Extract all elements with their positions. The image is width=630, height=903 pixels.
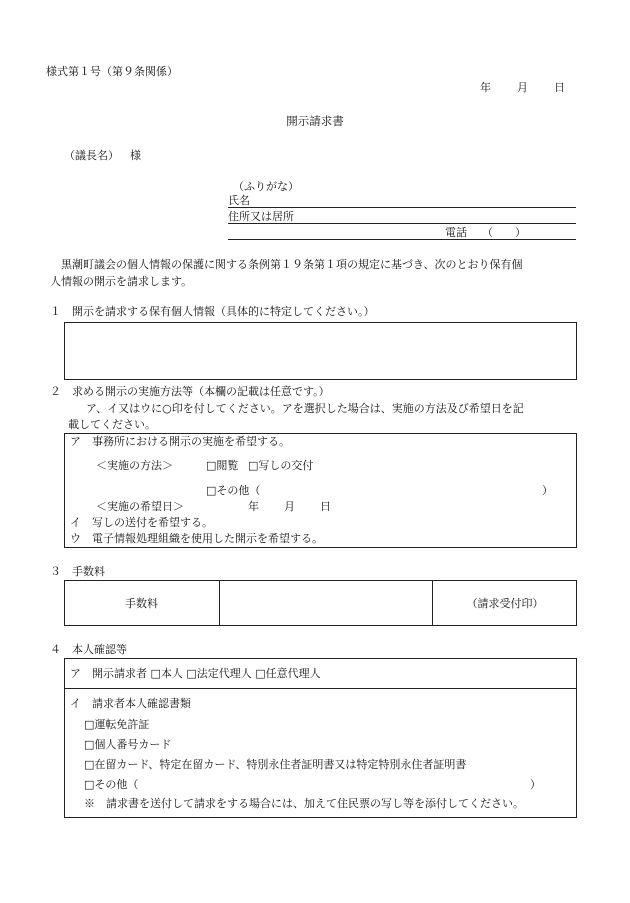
- document-title: 開示請求書: [286, 114, 344, 128]
- date-day-label: 日: [554, 81, 565, 94]
- section2-note-line-1: ア、イ又はウに○印を付してください。アを選択した場合は、実施の方法及び希望日を記: [86, 402, 524, 415]
- section4-heading: ４ 本人確認等: [50, 643, 127, 656]
- id-doc-my-number-card[interactable]: □個人番号カード: [84, 738, 172, 751]
- method-other-checkbox[interactable]: □その他（: [206, 484, 261, 497]
- option-u-electronic[interactable]: ウ 電子情報処理組織を使用した開示を希望する。: [70, 532, 323, 545]
- address-underline: [228, 223, 576, 224]
- method-other-close: ）: [542, 484, 553, 497]
- intro-line-1: 黒潮町議会の個人情報の保護に関する条例第１９条第１項の規定に基づき、次のとおり保有個: [50, 258, 523, 271]
- date-month-label: 月: [517, 81, 528, 94]
- option-a-office[interactable]: ア 事務所における開示の実施を希望する。: [70, 435, 290, 448]
- mail-request-note: ※ 請求書を送付して請求をする場合には、加えて住民票の写し等を添付してください。: [84, 797, 524, 810]
- requested-info-box[interactable]: [64, 322, 577, 380]
- address-label: 住所又は居所: [228, 210, 294, 223]
- method-label: ＜実施の方法＞: [96, 459, 173, 472]
- requester-type-line[interactable]: ア 開示請求者 □本人 □法定代理人 □任意代理人: [70, 667, 321, 680]
- fee-label: 手数料: [125, 597, 158, 610]
- furigana-label: （ふりがな）: [233, 180, 299, 193]
- reception-stamp-label: （請求受付印）: [466, 597, 544, 610]
- addressee-honorific: 様: [130, 149, 141, 162]
- id-doc-residence-card[interactable]: □在留カード、特定在留カード、特別永住者証明書又は特定特別永住者証明書: [84, 758, 467, 771]
- phone-label: 電話: [445, 226, 467, 239]
- desired-date-day: 日: [320, 500, 331, 513]
- phone-parens: （ ）: [482, 226, 526, 239]
- section2-note-line-2: 載してください。: [68, 418, 156, 431]
- option-i-mail[interactable]: イ 写しの送付を希望する。: [70, 516, 213, 529]
- desired-date-label: ＜実施の希望日＞: [96, 500, 184, 513]
- desired-date-year: 年: [248, 500, 259, 513]
- id-doc-other[interactable]: □その他（: [84, 778, 139, 791]
- section1-heading: １ 開示を請求する保有個人情報（具体的に特定してください。）: [50, 305, 375, 318]
- id-doc-drivers-license[interactable]: □運転免許証: [84, 718, 150, 731]
- desired-date-month: 月: [284, 500, 295, 513]
- method-view-checkbox[interactable]: □閲覧: [206, 459, 239, 472]
- intro-line-2: 人情報の開示を請求します。: [50, 275, 193, 288]
- disclosure-method-box: [64, 433, 577, 548]
- fee-amount-field[interactable]: [220, 581, 432, 625]
- phone-underline: [228, 239, 576, 240]
- date-year-label: 年: [480, 81, 491, 94]
- identity-box-divider: [64, 688, 577, 689]
- section2-heading: ２ 求める開示の実施方法等（本欄の記載は任意です。）: [50, 385, 330, 398]
- section3-heading: ３ 手数料: [50, 565, 105, 578]
- method-copy-checkbox[interactable]: □写しの交付: [248, 459, 314, 472]
- form-number: 様式第１号（第９条関係）: [46, 65, 178, 78]
- name-underline: [228, 207, 576, 208]
- name-label: 氏名: [228, 194, 250, 207]
- addressee-name: （議長名）: [64, 149, 119, 162]
- id-doc-other-close: ）: [530, 778, 541, 791]
- id-documents-heading: イ 請求者本人確認書類: [70, 697, 191, 710]
